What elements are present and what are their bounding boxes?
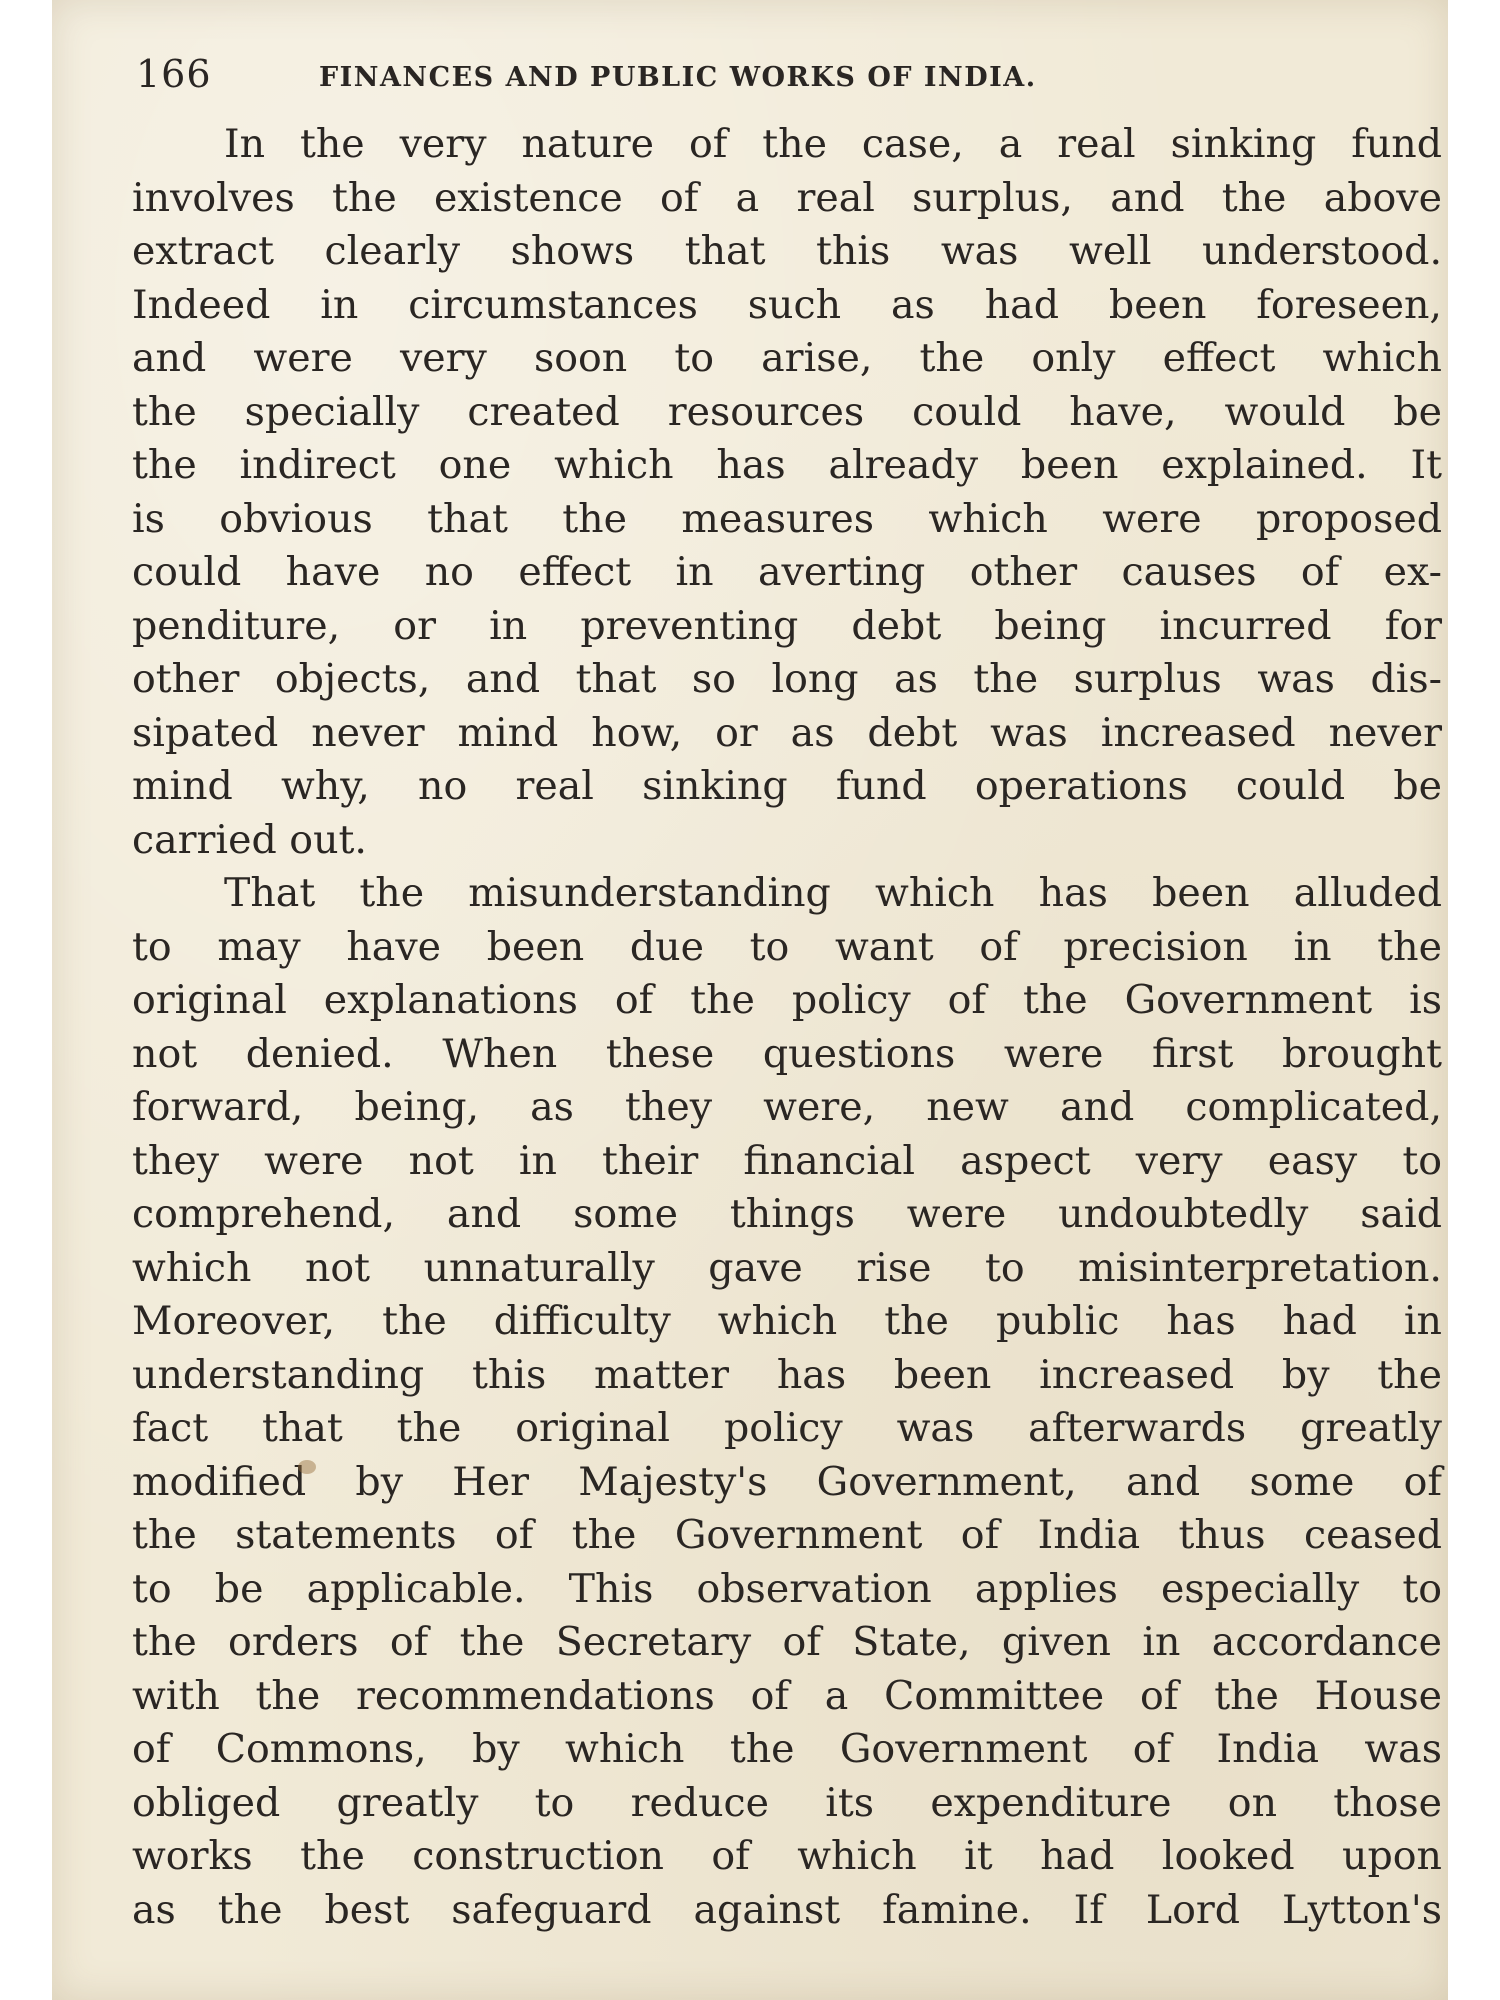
text-line: the specially created resources could have, would be xyxy=(132,388,1442,435)
text-line: not denied. When these questions were first brought xyxy=(132,1030,1442,1077)
page-number: 166 xyxy=(136,52,212,96)
text-line: other objects, and that so long as the surplus was dis- xyxy=(132,656,1442,702)
text-line: forward, being, as they were, new and complicated, xyxy=(132,1084,1442,1130)
text-line: could have no effect in averting other causes of ex- xyxy=(132,549,1442,595)
text-line: Indeed in circumstances such as had been foreseen, xyxy=(132,281,1442,328)
text-line: In the very nature of the case, a real sinking fund xyxy=(224,121,1442,167)
text-line: as the best safeguard against famine. If Lord Lytton's xyxy=(132,1886,1442,1933)
book-page xyxy=(84,48,1444,1978)
text-line: comprehend, and some things were undoubtedly said xyxy=(132,1191,1442,1237)
text-line: with the recommendations of a Committee of the House xyxy=(132,1672,1442,1719)
text-line: mind why, no real sinking fund operations could be xyxy=(132,763,1442,809)
paragraph-1 xyxy=(84,118,1444,867)
text-line: modified by Her Majesty's Government, and some of xyxy=(132,1458,1442,1505)
text-line: extract clearly shows that this was well understood. xyxy=(132,228,1442,274)
running-head: FINANCES AND PUBLIC WORKS OF INDIA. xyxy=(319,62,1037,93)
text-line: and were very soon to arise, the only effect which xyxy=(132,335,1442,381)
text-line: the orders of the Secretary of State, given in accordance xyxy=(132,1619,1442,1665)
text-line: That the misunderstanding which has been alluded xyxy=(224,870,1442,916)
page-header xyxy=(84,48,1444,118)
text-line: Moreover, the difficulty which the public has had in xyxy=(132,1298,1442,1344)
text-line: obliged greatly to reduce its expenditure on those xyxy=(132,1779,1442,1826)
text-line: carried out. xyxy=(132,816,367,863)
text-line: sipated never mind how, or as debt was increased never xyxy=(132,709,1442,756)
text-line: the indirect one which has already been explained. It xyxy=(132,442,1442,488)
text-line: which not unnaturally gave rise to misinterpretation. xyxy=(132,1244,1442,1291)
text-line: they were not in their financial aspect very easy to xyxy=(132,1137,1442,1184)
ink-smudge xyxy=(298,1460,316,1474)
text-line: penditure, or in preventing debt being incurred for xyxy=(132,602,1442,649)
text-line: the statements of the Government of India thus ceased xyxy=(132,1512,1442,1558)
text-line: understanding this matter has been increased by the xyxy=(132,1351,1442,1398)
text-line: to may have been due to want of precision in the xyxy=(132,923,1442,970)
paragraph-2 xyxy=(84,867,1444,1937)
text-line: original explanations of the policy of the Government is xyxy=(132,977,1442,1023)
text-line: fact that the original policy was afterwards greatly xyxy=(132,1405,1442,1451)
text-line: involves the existence of a real surplus, and the above xyxy=(132,174,1442,221)
text-line: to be applicable. This observation applies especially to xyxy=(132,1565,1442,1612)
text-line: is obvious that the measures which were proposed xyxy=(132,495,1442,542)
text-line: of Commons, by which the Government of India was xyxy=(132,1726,1442,1772)
scanned-page xyxy=(52,0,1448,2000)
text-line: works the construction of which it had looked upon xyxy=(132,1833,1442,1879)
